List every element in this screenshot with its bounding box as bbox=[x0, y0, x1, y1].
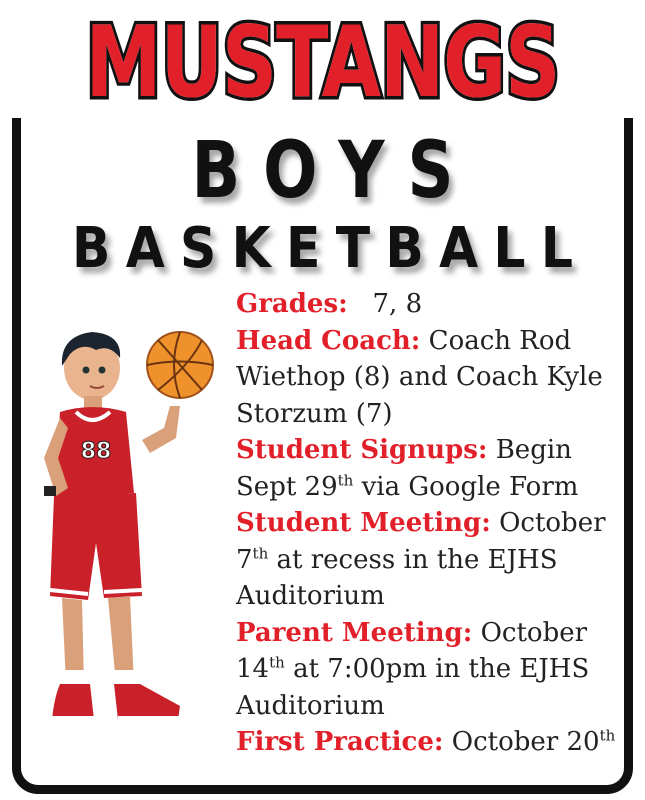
coach-line bbox=[236, 323, 636, 433]
grades-label: Grades: bbox=[236, 289, 348, 319]
info-block bbox=[236, 286, 636, 761]
signup-pre: Begin Sept 29 bbox=[236, 435, 572, 502]
student-meeting-label: Student Meeting: bbox=[236, 508, 491, 538]
student-meeting-pre: October 7 bbox=[236, 508, 606, 575]
practice-line bbox=[236, 724, 636, 761]
basketball-player-illustration bbox=[30, 328, 230, 733]
parent-meeting-line bbox=[236, 615, 636, 725]
signup-label: Student Signups: bbox=[236, 435, 488, 465]
signup-post: via Google Form bbox=[361, 471, 579, 502]
basketball-icon bbox=[147, 332, 213, 398]
jersey-number: 88 bbox=[80, 439, 112, 464]
practice-sup: th bbox=[599, 726, 616, 745]
parent-meeting-label: Parent Meeting: bbox=[236, 617, 473, 648]
student-meeting-line bbox=[236, 505, 636, 615]
practice-label: First Practice: bbox=[236, 727, 444, 757]
practice-pre: October 20 bbox=[451, 727, 600, 757]
coach-label: Head Coach: bbox=[236, 325, 421, 356]
parent-meeting-post: at 7:00pm in the EJHS Auditorium bbox=[236, 654, 590, 721]
parent-meeting-sup: th bbox=[269, 653, 285, 672]
subtitle-boys: BOYS bbox=[191, 126, 477, 216]
subtitle-basketball: BASKETBALL bbox=[72, 216, 589, 281]
student-meeting-sup: th bbox=[252, 543, 269, 562]
parent-meeting-pre: October 14 bbox=[236, 617, 588, 684]
coach-value: Coach Rod Wiethop (8) and Coach Kyle Storzum (7) bbox=[236, 325, 603, 429]
signup-sup: th bbox=[337, 470, 354, 489]
grades-value: 7, 8 bbox=[372, 289, 423, 319]
signup-line bbox=[236, 432, 636, 505]
team-title: MUSTANGS bbox=[85, 6, 560, 120]
grades-line bbox=[236, 286, 636, 323]
student-meeting-post: at recess in the EJHS Auditorium bbox=[236, 544, 558, 611]
